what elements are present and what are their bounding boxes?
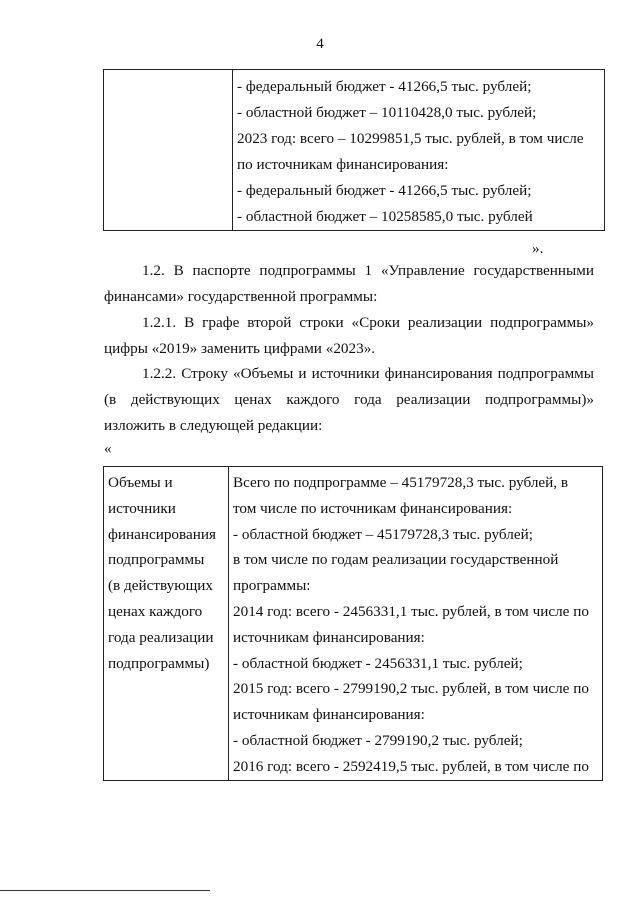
label-line: источники	[108, 499, 176, 517]
table-line: 2023 год: всего – 10299851,5 тыс. рублей, в том числе	[237, 130, 584, 147]
value-line: в том числе по годам реализации государственной	[233, 551, 559, 569]
value-line: источникам финансирования:	[233, 628, 425, 646]
value-line: источникам финансирования:	[233, 706, 425, 724]
paragraph-line: изложить в следующей редакции:	[104, 417, 323, 434]
value-line: - областной бюджет – 45179728,3 тыс. рублей;	[233, 525, 533, 543]
closing-quote: ».	[532, 240, 544, 257]
value-line: 2015 год: всего - 2799190,2 тыс. рублей, в том числе по	[233, 680, 589, 698]
continued-financing-table	[103, 69, 605, 231]
value-line: 2016 год: всего - 2592419,5 тыс. рублей, в том числе по	[233, 757, 589, 775]
paragraph-line: 1.2.1. В графе второй строки «Сроки реализации подпрограммы»	[142, 314, 594, 331]
paragraph-line: цифры «2019» заменить цифрами «2023».	[104, 340, 376, 357]
table-right-cell	[233, 70, 605, 231]
value-line: - областной бюджет - 2799190,2 тыс. рублей;	[233, 731, 523, 749]
label-line: Объемы и	[108, 474, 173, 491]
table-value-cell	[229, 467, 603, 781]
table-line: - областной бюджет – 10110428,0 тыс. рублей;	[237, 104, 537, 121]
page-number: 4	[316, 36, 324, 52]
table-label-cell	[104, 467, 229, 781]
value-line: 2014 год: всего - 2456331,1 тыс. рублей, в том числе по	[233, 602, 589, 620]
paragraph-line: финансами» государственной программы:	[104, 288, 378, 305]
value-line: том числе по источникам финансирования:	[233, 499, 513, 517]
label-line: (в действующих	[108, 577, 214, 595]
value-line: Всего по подпрограмме – 45179728,3 тыс. рублей, в	[233, 474, 569, 491]
value-line: - областной бюджет - 2456331,1 тыс. рублей;	[233, 654, 523, 672]
label-line: подпрограммы)	[108, 654, 210, 672]
paragraph-1-2	[104, 258, 594, 310]
value-line: программы:	[233, 577, 311, 595]
table-line: - федеральный бюджет - 41266,5 тыс. рублей;	[237, 78, 532, 95]
subprogram-financing-table	[103, 466, 603, 781]
label-line: года реализации	[108, 628, 214, 646]
opening-quote: «	[104, 440, 112, 457]
footnote-separator	[0, 890, 210, 891]
label-line: ценах каждого	[108, 602, 203, 620]
label-line: финансирования	[108, 525, 216, 543]
table-line: - федеральный бюджет - 41266,5 тыс. рублей;	[237, 182, 532, 199]
paragraph-1-2-1	[104, 310, 594, 362]
paragraph-line: (в действующих ценах каждого года реализации подпрограммы)»	[104, 391, 594, 408]
paragraph-line: 1.2.2. Строку «Объемы и источники финансирования подпрограммы	[142, 365, 594, 382]
label-line: подпрограммы	[108, 551, 205, 569]
table-left-cell	[104, 70, 233, 231]
paragraph-line: 1.2. В паспорте подпрограммы 1 «Управление государственными	[142, 262, 594, 279]
table-line: - областной бюджет – 10258585,0 тыс. рублей	[237, 208, 533, 225]
table-line: по источникам финансирования:	[237, 156, 449, 173]
paragraph-1-2-2	[104, 361, 594, 439]
